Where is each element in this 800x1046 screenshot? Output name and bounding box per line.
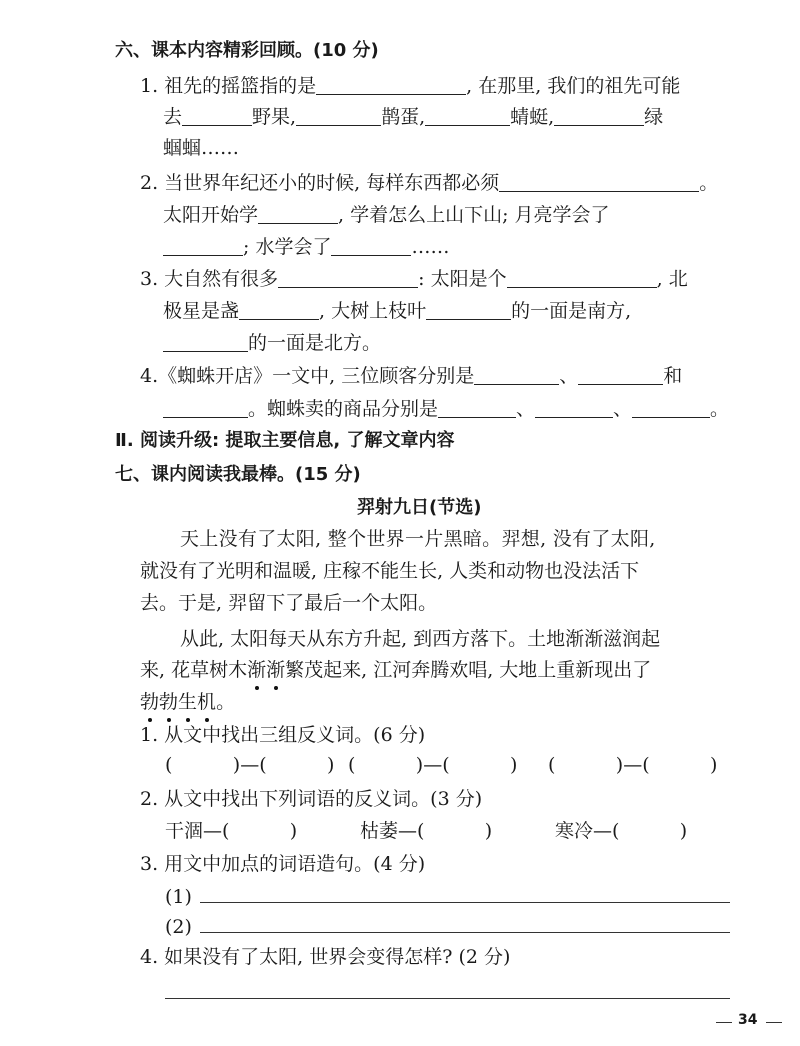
q7-4-answer-line[interactable] (165, 998, 730, 999)
answer-blank[interactable] (474, 364, 559, 385)
page-number: 34 (738, 1012, 758, 1028)
q7-1-pair-2[interactable]: ( )—( ) (348, 754, 518, 776)
q6-1-line3: 蝈蝈…… (163, 137, 240, 159)
answer-blank[interactable] (316, 74, 466, 95)
q7-3-item-1: (1) (165, 886, 192, 908)
q6-2-text-d: , 学着怎么上山下山; 月亮学会了 (338, 204, 610, 226)
q6-3-text-c: , 北 (656, 268, 688, 290)
q6-2-text-c: 太阳开始学 (163, 204, 259, 226)
passage-p1-line2: 就没有了光明和温暖, 庄稼不能生长, 人类和动物也没法活下 (140, 560, 640, 582)
passage-text: 来, 花草树木 (140, 659, 248, 681)
answer-blank[interactable] (535, 397, 613, 418)
q6-1-text-b: , 在那里, 我们的祖先可能 (466, 75, 681, 97)
dotted-char: 机 (197, 691, 217, 713)
q6-4-text-f: 、 (613, 398, 633, 420)
q6-2-text-b: 。 (699, 172, 719, 194)
q6-4-text-d: 。蜘蛛卖的商品分别是 (248, 398, 439, 420)
answer-blank[interactable] (507, 267, 657, 288)
dotted-char: 勃 (159, 691, 179, 713)
answer-blank[interactable] (425, 105, 510, 126)
answer-blank[interactable] (296, 105, 381, 126)
q6-3-text-b: : 太阳是个 (418, 268, 507, 290)
answer-blank[interactable] (438, 397, 516, 418)
page-number-dash-left (716, 1022, 732, 1023)
answer-blank[interactable] (163, 397, 248, 418)
answer-blank[interactable] (426, 299, 511, 320)
answer-blank[interactable] (239, 299, 319, 320)
q6-1-text-d: 野果, (252, 106, 297, 128)
q6-2-text-a: 2. 当世界年纪还小的时候, 每样东西都必须 (140, 172, 500, 194)
q7-3-item-2: (2) (165, 916, 192, 938)
q6-1-line2 (163, 104, 663, 130)
q7-1-pair-1[interactable]: ( )—( ) (165, 754, 335, 776)
dotted-char: 勃 (140, 691, 160, 713)
passage-p1-line1: 天上没有了太阳, 整个世界一片黑暗。羿想, 没有了太阳, (180, 528, 656, 550)
q6-3-text-e: , 大树上枝叶 (319, 300, 427, 322)
answer-blank[interactable] (182, 105, 252, 126)
answer-blank[interactable] (499, 171, 699, 192)
q6-1-text-g: 绿 (644, 106, 664, 128)
part-2-title: Ⅱ. 阅读升级: 提取主要信息, 了解文章内容 (115, 430, 455, 451)
q6-3-text-d: 极星是盏 (163, 300, 240, 322)
answer-blank[interactable] (278, 267, 418, 288)
answer-blank[interactable] (163, 331, 248, 352)
q6-1-text-f: 蜻蜓, (510, 106, 555, 128)
answer-blank[interactable] (632, 397, 710, 418)
q7-2-item-1[interactable]: 干涸—( ) (165, 820, 298, 842)
dotted-char: 生 (178, 691, 198, 713)
q6-4-text-g: 。 (710, 398, 730, 420)
q7-1-pair-3[interactable]: ( )—( ) (548, 754, 718, 776)
q6-4-text-a: 4.《蜘蛛开店》一文中, 三位顾客分别是 (140, 365, 475, 387)
q6-1-text-e: 鹊蛋, (381, 106, 426, 128)
q6-1-line1 (140, 73, 680, 99)
section-6-title: 六、课本内容精彩回顾。(10 分) (115, 40, 379, 61)
q6-4-text-e: 、 (516, 398, 536, 420)
dotted-word (140, 691, 216, 713)
q7-3-answer-line-1[interactable] (200, 902, 730, 903)
answer-blank[interactable] (258, 203, 338, 224)
q6-4-line1 (140, 363, 682, 389)
passage-text: 。 (216, 691, 236, 713)
q6-3-line2 (163, 298, 631, 324)
q6-3-text-f: 的一面是南方, (511, 300, 632, 322)
q6-3-text-a: 3. 大自然有很多 (140, 268, 279, 290)
q6-2-line3 (163, 234, 449, 260)
q7-1-label: 1. 从文中找出三组反义词。(6 分) (140, 724, 426, 746)
dotted-char: 渐 (247, 659, 267, 681)
q6-2-text-e: ; 水学会了 (243, 236, 332, 258)
q6-4-text-c: 和 (663, 365, 683, 387)
answer-blank[interactable] (331, 235, 411, 256)
passage-title: 羿射九日(节选) (357, 497, 482, 518)
q6-2-line1 (140, 170, 718, 196)
q6-3-line3 (163, 330, 381, 356)
q6-3-text-g: 的一面是北方。 (248, 332, 382, 354)
q7-2-label: 2. 从文中找出下列词语的反义词。(3 分) (140, 788, 483, 810)
q7-3-label: 3. 用文中加点的词语造句。(4 分) (140, 853, 426, 875)
q7-2-item-2[interactable]: 枯萎—( ) (360, 820, 493, 842)
passage-text: 繁茂起来, 江河奔腾欢唱, 大地上重新现出了 (285, 659, 652, 681)
passage-p2-line1: 从此, 太阳每天从东方升起, 到西方落下。土地渐渐滋润起 (180, 628, 661, 650)
page-number-dash-right (766, 1022, 782, 1023)
section-7-title: 七、课内阅读我最棒。(15 分) (115, 464, 361, 485)
dotted-char: 渐 (266, 659, 286, 681)
q6-1-text-c: 去 (163, 106, 183, 128)
answer-blank[interactable] (163, 235, 243, 256)
q6-4-line2 (163, 396, 729, 422)
passage-p1-line3: 去。于是, 羿留下了最后一个太阳。 (140, 592, 438, 614)
q7-3-answer-line-2[interactable] (200, 932, 730, 933)
q7-2-item-3[interactable]: 寒冷—( ) (555, 820, 688, 842)
q6-2-text-f: …… (411, 236, 450, 258)
answer-blank[interactable] (554, 105, 644, 126)
passage-p2-line3 (140, 689, 235, 715)
q7-4-label: 4. 如果没有了太阳, 世界会变得怎样? (2 分) (140, 946, 511, 968)
q6-3-line1 (140, 266, 688, 292)
q6-1-text-a: 1. 祖先的摇篮指的是 (140, 75, 317, 97)
q6-2-line2 (163, 202, 610, 228)
passage-p2-line2 (140, 657, 651, 683)
q6-4-text-b: 、 (559, 365, 579, 387)
dotted-word (247, 659, 285, 681)
answer-blank[interactable] (578, 364, 663, 385)
